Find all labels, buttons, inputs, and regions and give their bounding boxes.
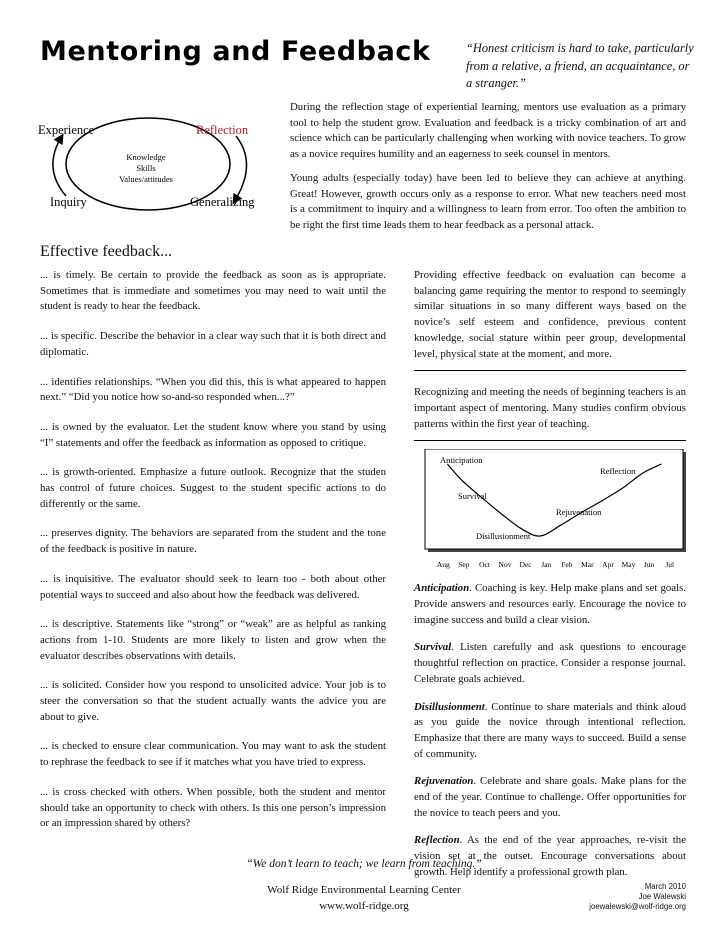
feedback-item-solicited: ... is solicited. Consider how you respond to unsolicited advice. Your job is to steer the conversation so that the student actually wants the advice you are about to give. [40,679,386,723]
stage-name-rejuvenation: Rejuvenation [414,775,474,788]
month-label-nov: Nov [498,560,512,570]
feedback-item-specific: ... is specific. Describe the behavior in a clear way such that it is both direct and diplomatic. [40,330,386,358]
feedback-list [40,268,386,846]
cycle-center-knowledge: Knowledge [126,152,166,162]
phase-label-survival: Survival [458,491,487,502]
month-axis [437,560,674,569]
stage-name-survival: Survival [414,641,452,654]
stage-text-reflection: . As the end of the year approaches, re-visit the vision set at the outset. Encourage conversations about growth. Help identify a professional growth plan. [414,834,686,878]
footer-org-name: Wolf Ridge Environmental Learning Center [267,884,461,896]
feedback-item-descriptive: ... is descriptive. Statements like “strong” or “weak” are as helpful as ranking actions from 1-10. Students are more likely to listen and grow when the evaluator describes observations with details. [40,618,386,662]
feedback-item-checked: ... is checked to ensure clear communication. You may want to ask the student to rephrase the feedback to see if it matches what you have tried to express. [40,740,386,769]
month-label-jun: Jun [643,560,655,570]
month-label-dec: Dec [519,560,532,570]
header-quote: “Honest criticism is hard to take, particularly from a relative, a friend, an acquaintance, or a stranger.” [466,41,694,90]
right-paragraph-1: Providing effective feedback on evaluation can become a balancing game requiring the mentor to respond to seemingly similar situations in so many different ways based on the novice’s self esteem and confidence, previous content knowledge, social stature within peer group, developmental level, physical state at the moment, and more. [414,269,686,360]
cycle-center-values: Values/attitudes [119,174,173,184]
cycle-label-reflection: Reflection [196,123,249,137]
stage-text-disillusionment: . Continue to share materials and think aloud as you guide the novice through intentional reflection. Emphasize that there are many ways to succeed. Build a sense of community. [414,700,686,760]
feedback-heading: Effective feedback... [40,243,173,260]
footer-email[interactable]: joewalewski@wolf-ridge.org [589,902,686,911]
month-label-may: May [621,560,636,570]
footer-date: March 2010 [644,882,686,891]
intro-section [290,100,686,242]
month-label-sep: Sep [458,560,470,570]
phase-label-disillusionment: Disillusionment [476,531,531,542]
footer-url[interactable]: www.wolf-ridge.org [319,900,409,912]
learning-cycle-diagram [36,98,280,238]
cycle-arrow-left [53,136,66,196]
feedback-item-cross-checked: ... is cross checked with others. When possible, both the student and mentor should take an opportunity to check with others. Is this one person’s impression or an impression shared by others? [40,785,386,830]
stage-survival [414,640,686,687]
month-label-feb: Feb [561,560,573,570]
right-paragraph-2: Recognizing and meeting the needs of beginning teachers is an important aspect of mentoring. Many studies confirm obvious patterns within the first year of teaching. [414,386,686,430]
month-label-oct: Oct [479,560,490,570]
stage-text-survival: . Listen carefully and ask questions to encourage thoughtful reflection on practice. Consider a response journal. Celebrate goals achieved. [414,641,686,685]
rule-2 [414,385,686,441]
cycle-center-skills: Skills [136,163,156,173]
feedback-item-dignity: ... preserves dignity. The behaviors are separated from the student and the tone of the feedback is positive in nature. [40,527,386,556]
stage-anticipation [414,581,686,628]
stage-name-anticipation: Anticipation [414,582,470,595]
stage-name-reflection: Reflection [414,834,460,847]
month-label-jul: Jul [665,560,675,570]
month-label-jan: Jan [541,560,552,570]
footer-quote: “We don’t learn to teach; we learn from teaching.” [246,858,482,870]
phase-label-rejuvenation: Rejuvenation [556,507,602,518]
cycle-label-experience: Experience [38,123,95,137]
stage-text-anticipation: . Coaching is key. Help make plans and set goals. Provide answers and resources early. Encourage the novice to imagine success and build a clear vision. [414,582,686,626]
feedback-item-owned: ... is owned by the evaluator. Let the student know where you stand by using “I” statements and offer the feedback as information as opposed to critique. [40,420,386,449]
right-column [414,268,686,893]
feedback-item-growth: ... is growth-oriented. Emphasize a future outlook. Recognize that the studen has control of future choices. Suggest to the student specific actions to do differently or the same. [40,466,386,510]
month-label-mar: Mar [581,560,594,570]
first-year-phases-chart [414,449,686,573]
feedback-item-inquisitive: ... is inquisitive. The evaluator should seek to learn too - both about other potential ways to succeed and also about how the feedback was delivered. [40,572,386,601]
feedback-item-timely: ... is timely. Be certain to provide the feedback as soon as is appropriate. Sometimes that is immediate and sometimes you may need to wait until the student is ready to hear the feedback. [40,269,386,313]
stage-rejuvenation [414,774,686,821]
phase-label-anticipation: Anticipation [440,455,483,466]
footer-credit [589,882,686,912]
stage-name-disillusionment: Disillusionment [414,700,485,713]
month-label-apr: Apr [602,560,614,570]
cycle-label-generalizing: Generalizing [190,195,255,209]
feedback-item-relationships: ... identifies relationships. “When you did this, this is what appeared to happen next.” “Did you notice how so-and-so responded when...?” [40,375,386,404]
footer-author: Joe Walewski [638,892,686,901]
cycle-label-inquiry: Inquiry [50,195,87,209]
month-label-aug: Aug [436,560,450,570]
intro-paragraph-1: During the reflection stage of experiential learning, mentors use evaluation as a primary tool to help the student grow. Evaluation and feedback is a tricky combination of art and science which can be particularly challenging when working with novice teachers. To grow as a novice requires humility and an eagerness to seek counsel in mentors. [290,101,686,161]
rule-1 [414,268,686,371]
page-title: Mentoring and Feedback [40,36,431,67]
phase-descriptions [414,581,686,880]
intro-paragraph-2: Young adults (especially today) have been led to believe they can achieve at anything. Great! However, growth occurs only as a response to error. What new teachers need most is a commitment to inquiry and a willingness to learn from error. Too often the ambition to be right the first time leads them to hear feedback as a personal attack. [290,171,686,231]
cycle-arrow-right [234,136,247,202]
stage-text-rejuvenation: . Celebrate and share goals. Make plans for the end of the year. Continue to challenge. Offer opportunities for the novice to teach peers and you. [414,775,686,819]
stage-disillusionment [414,700,686,763]
phase-label-reflection: Reflection [600,466,636,477]
